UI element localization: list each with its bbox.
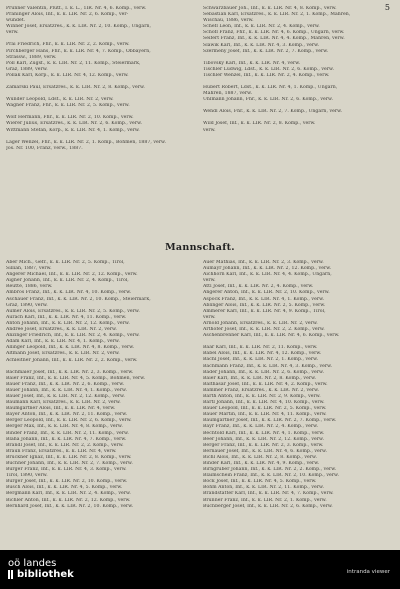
entry-line: Bichler Anton, Inf., k. k. LIR. Nr. 2, 12. Komp., verw. <box>6 497 131 503</box>
entry-line: Aber Mich., Gefr., k. k. LIR. Nr. 2, 5. Komp., Tirol, <box>6 260 125 265</box>
entry-line: Sillian, 1887, verw. <box>6 266 52 272</box>
entry-line: Braun Franz, Ersatzres., k. k. LIR. Nr. 4, verw. <box>6 448 117 454</box>
entry-line: Szermeny Josef, Inf., k. k. LIR. Nr. 2, 7. Komp., verw. <box>203 48 329 54</box>
entry-line: Auer Mathias, Inf., k. k. LIR. Nr. 2, 3. Komp., verw. <box>203 260 324 265</box>
entry-line: Ammerer Karl, Inf., k. k. LIR. Nr. 4, 9. Komp., Tirol, <box>203 308 326 314</box>
upper-left-column <box>6 6 191 152</box>
entry-line: Sebastian Karl, Ersatzres., k. k. LIR. Nr. 2, 1. Komp., Mähren, <box>203 12 351 18</box>
entry-line: Pirchberger Hans, Fhr., k. k. LIR. Nr. 4, 7. Komp., Obbayern, <box>6 48 151 54</box>
entry-line: Adam Karl, Inf., k. k. LIR. Nr. 4, 1. Komp., verw. <box>6 339 120 345</box>
entry-line: Beer Johann, Inf., k. k. LIR. Nr. 2, 12. Komp., verw. <box>203 436 324 442</box>
entry-line: Busch Alois, Inf., k. k. LIR. Nr. 4, 5. Komp., verw. <box>6 485 123 491</box>
entry-line: Berger Franz, Inf., k. k. LIR. Nr. 2, 3. Komp., verw. <box>203 442 324 448</box>
entry-line: Bernauer Josef, Inf., k. k. LIR. Nr. 4, 6. Komp., verw. <box>203 448 327 454</box>
entry-line: Anton Johann, Inf., k. k. LIR. Nr. 2, 12. Komp., verw. <box>6 320 130 326</box>
entry-line: Schefl Leon, Inf., k. k. LIR. Nr. 2, 4. Komp., verw. <box>203 24 320 30</box>
entry-line: Bruckner Ignaz, Inf., k. k. LIR. Nr. 2, 8. Komp., verw. <box>6 454 132 460</box>
entry-line: verw. <box>203 278 216 284</box>
entry-line: Aumer Alois, Ersatzres., k. k. LIR. Nr. 2, 5. Komp., verw. <box>6 308 140 314</box>
entry-line: Blaimschein Franz, Inf., k. k. LIR. Nr. 2, 10. Komp., verw. <box>203 473 339 479</box>
entry-line: Altmann Josef, Ersatzres., k. k. LIR. Nr. 2, verw. <box>6 351 120 357</box>
entry-line: Bayer Anton, Inf., k. k. LIR. Nr. 2, 11. Komp., verw. <box>6 412 128 418</box>
entry-line: Wagner Franz, Fhr., k. k. LIR. Nr. 2, 5. Komp., verw. <box>6 103 130 109</box>
entry-line: Baumgartner Alois, Inf., k. k. LIR. Nr. 4, verw. <box>6 406 116 412</box>
entry-line: Berger Leopold, Inf., k. k. LIR. Nr. 2, 6. Komp., verw. <box>6 418 132 424</box>
entry-line: Tibovsky Karl, Inf., k. k. LIR. Nr. 4, verw. <box>203 60 301 66</box>
entry-line: Wierer Julius, Ersatzres., k. k. LIR. Nr. 2, 6. Komp., verw. <box>6 121 143 127</box>
entry-line: Bock Josef, Inf., k. k. LIR. Nr. 4, 5. Komp., verw. <box>203 479 317 485</box>
entry-line: Bechtold Karl, Inf., k. k. LIR. Nr. 4, 1. Komp., verw. <box>203 430 325 436</box>
entry-line: Tischler Ludwig, Ldst., k. k. LIR. Nr. 2, 6. Komp., verw. <box>203 66 334 72</box>
entry-line: Seifert Franz, Inf., k. k. LIR. Nr. 4, 4. Komp., Mähren, verw. <box>203 36 345 42</box>
entry-line: Andree Josef, Ersatzres., k. k. LIR. Nr. 2, verw. <box>6 327 117 333</box>
entry-line: Uhlmann Johann, Fhr., k. k. LIR. Nr. 2, 6. Komp., verw. <box>203 97 333 103</box>
entry-line: Brandl Josef, Inf., k. k. LIR. Nr. 2, 2. Komp., verw. <box>6 442 124 448</box>
entry-line: Berger Max, Inf., k. k. LIR. Nr. 4, 8. Komp., verw. <box>6 424 123 430</box>
entry-line: Strassw., 1889, verw. <box>6 54 57 60</box>
entry-line: Aschauer Franz, Inf., k. k. LIR. Nr. 2, 10. Komp., Steiermark, <box>6 296 151 302</box>
entry-line: Mähren, 1887, verw. <box>203 91 253 97</box>
logo-bars-icon <box>8 570 13 579</box>
section-title: Mannschaft. <box>165 242 235 253</box>
entry-line: verw. <box>203 127 216 133</box>
entry-line: Baier Franz, Inf., k. k. LIR. Nr. 4, 5. Komp., Böhmen, verw. <box>6 375 146 381</box>
entry-line: Bachmann Franz, Inf., k. k. LIR. Nr. 4, 3. Komp., verw. <box>203 363 333 369</box>
entry-line: Bauer Josef, Inf., k. k. LIR. Nr. 2, 12. Komp., verw. <box>6 393 125 399</box>
entry-line: Brandstätter Karl, Inf., k. k. LIR. Nr. 4, 7. Komp., verw. <box>203 491 334 497</box>
entry-line: Wild Josef, Inf., k. k. LIR. Nr. 2, 8. Komp., verw. <box>203 121 316 127</box>
entry-line: Angerer Anton, Inf., k. k. LIR. Nr. 2, 10. Komp., verw. <box>203 290 330 296</box>
entry-line: Wunder Leopold, Ldst., k. k. LIR. Nr. 2, verw. <box>6 97 114 103</box>
entry-line: Attl Josef, Inf., k. k. LIR. Nr. 2, 4. Komp., verw. <box>203 284 314 290</box>
entry-line: Birngruber Johann, Inf., k. k. LIR. Nr. 2, 2. Komp., verw. <box>203 467 337 473</box>
entry-line: Binder Franz, Inf., k. k. LIR. Nr. 2, 11. Komp., verw. <box>6 430 129 436</box>
entry-line: Bauer Franz, Inf., k. k. LIR. Nr. 2, 6. Komp., verw. <box>6 381 125 387</box>
entry-line: Reutte, 1886, verw. <box>6 284 53 290</box>
entry-line: Tirol, 1890, verw. <box>6 473 48 479</box>
entry-line: Ablinger Alois, Inf., k. k. LIR. Nr. 2, 5. Komp., verw. <box>203 302 326 308</box>
entry-line: Aigner Johann, Inf., k. k. LIR. Nr. 2, 4. Komp., Tirol, <box>6 278 129 284</box>
entry-line: Bernhard Josef, Inf., k. k. LIR. Nr. 2, 10. Komp., verw. <box>6 503 134 509</box>
entry-line: Arthofer Josef, Inf., k. k. LIR. Nr. 2, 2. Komp., verw. <box>203 327 325 333</box>
entry-line: Bürger Franz, Inf., k. k. LIR. Nr. 4, 3. Komp., verw. <box>6 467 127 473</box>
logo-line-2-row <box>8 569 74 580</box>
entry-line: Schwarzbauer Joh., Inf., k. k. LIR. Nr. 4, 8. Komp., verw. <box>203 6 337 11</box>
entry-line: Bachmaier Josef, Inf., k. k. LIR. Nr. 2, 3. Komp., verw. <box>6 369 134 375</box>
entry-line: Schöfl Franz, Fhr., k. k. LIR. Nr. 4, 6. Komp., Ungarn, verw. <box>203 30 345 36</box>
entry-line: Zamarski Paul, Ersatzres., k. k. LIR. Nr. 2, 8. Komp., verw. <box>6 85 145 91</box>
entry-line: Brunner Franz, Inf., k. k. LIR. Nr. 2, 1. Komp., verw. <box>203 497 327 503</box>
entry-line: Aurach Karl, Inf., k. k. LIR. Nr. 4, 11. Komp., verw. <box>6 314 127 320</box>
entry-line: Baumann Karl, Ersatzres., k. k. LIR. Nr. 2, verw. <box>6 400 121 406</box>
entry-line: Tischler Wenzel, Inf., k. k. LIR. Nr. 2, 4. Komp., verw. <box>203 72 330 78</box>
entry-line: Bader Johann, Inf., k. k. LIR. Nr. 2, 6. Komp., verw. <box>203 369 324 375</box>
lower-right-column <box>203 260 389 510</box>
entry-line: Allinger Leopold, Inf., k. k. LIR. Nr. 4, 8. Komp., verw. <box>6 345 135 351</box>
entry-line: Lager Wenzel, Fhr., k. k. LIR. Nr. 2, 1. Komp., Böhmen, 1887, verw. <box>6 139 166 145</box>
entry-line: Barth Anton, Inf., k. k. LIR. Nr. 2, 9. Komp., verw. <box>203 393 321 399</box>
entry-line: Wolf Hermann, Fhr., k. k. LIR. Nr. 2, 10. Komp., verw. <box>6 115 134 121</box>
entry-line: Blaha Johann, Inf., k. k. LIR. Nr. 4, 7. Komp., verw. <box>6 436 127 442</box>
entry-line: Buchner Johann, Inf., k. k. LIR. Nr. 2, 7. Komp., verw. <box>6 461 133 466</box>
entry-line: Baier Karl, Inf., k. k. LIR. Nr. 2, 8. Komp., verw. <box>203 375 317 381</box>
entry-line: Graz, 1890, verw. <box>6 302 48 308</box>
entry-line: Binder Karl, Inf., k. k. LIR. Nr. 4, 9. Komp., verw. <box>203 461 320 466</box>
entry-line: Bauer Martin, Inf., k. k. LIR. Nr. 4, 11. Komp., verw. <box>203 412 327 418</box>
entry-line: Pöll Karl, Zugsf., k. k. LIR. Nr. 2, 11. Komp., Steiermark, <box>6 60 141 66</box>
entry-line: Burger Josef, Inf., k. k. LIR. Nr. 2, 10. Komp., verw. <box>6 479 128 485</box>
entry-line: Prai Friedrich, Fhr., k. k. LIR. Nr. 2, 2. Komp., verw. <box>6 42 130 48</box>
entry-line: Pollak Karl, Korp., k. k. LIR. Nr. 4, 12. Komp., verw. <box>6 72 129 78</box>
entry-line: wundet. <box>6 18 26 24</box>
entry-line: Wendl Alois, Fhr., k. k. LIR. Nr. 2, 7. Komp., Ungarn, verw. <box>203 109 343 115</box>
entry-line: Achleitner Johann, Inf., k. k. LIR. Nr. 2, 2. Komp., verw. <box>6 357 138 363</box>
entry-line: Bergmann Karl, Inf., k. k. LIR. Nr. 2, 4. Komp., verw. <box>6 491 131 497</box>
entry-line: Bachl Josef, Inf., k. k. LIR. Nr. 2, 1. Komp., verw. <box>203 357 319 363</box>
entry-line: Böhm Anton, Inf., k. k. LIR. Nr. 2, 11. Komp., verw. <box>203 485 324 491</box>
entry-line: verw. <box>6 30 19 36</box>
entry-line: Baar Karl, Inf., k. k. LIR. Nr. 2, 11. Komp., verw. <box>203 345 318 351</box>
entry-line: Prunner Valentin, Plutf., I. k. L., 1IR. Nr. 4, 6. Komp., verw. <box>6 6 147 11</box>
entry-line: Aspöck Franz, Inf., k. k. LIR. Nr. 4, 1. Komp., verw. <box>203 296 325 302</box>
upper-right-column <box>203 6 389 134</box>
entry-line: verw. <box>203 314 216 320</box>
entry-line: Ambros Franz, Inf., k. k. LIR. Nr. 4, 10. Komp., verw. <box>6 290 132 296</box>
entry-line: Aichhorn Karl, Inf., k. k. LIR. Nr. 4, 4. Komp., Ungarn, <box>203 272 332 278</box>
entry-line: Balthasar Josef, Inf., k. k. LIR. Nr. 4, 2. Komp., verw. <box>203 381 328 387</box>
entry-line: Bayr Franz, Inf., k. k. LIR. Nr. 2, 4. Komp., verw. <box>203 424 319 430</box>
logo-line-2: bibliothek <box>17 569 74 580</box>
logo-line-1: oö landes <box>8 558 57 569</box>
viewer-footer <box>0 550 400 589</box>
entry-line: Bauer Johann, Inf., k. k. LIR. Nr. 4, 1. Komp., verw. <box>6 387 128 393</box>
lower-left-column <box>6 260 191 510</box>
viewer-label[interactable]: intranda viewer <box>346 569 390 575</box>
entry-line: Bauer Leopold, Inf., k. k. LIR. Nr. 2, 5. Komp., verw. <box>203 406 327 412</box>
entry-line: Slawik Karl, Inf., k. k. LIR. Nr. 4, 3. Komp., verw. <box>203 42 320 48</box>
entry-line: Wittmann Stefan, Korp., k. k. LIR. Nr. 4, 1. Komp., verw. <box>6 127 140 133</box>
entry-line: Arnold Johann, Ersatzres., k. k. LIR. Nr. 2, verw. <box>203 320 318 326</box>
entry-line: Graz, 1889, verw. <box>6 66 48 72</box>
entry-line: Anzinger Friedrich, Inf., k. k. LIR. Nr. 2, 4. Komp., verw. <box>6 333 140 339</box>
entry-line: Bichl Alois, Inf., k. k. LIR. Nr. 2, 8. Komp., verw. <box>203 454 317 460</box>
entry-line: Jos. Nr. 100, Franz, verw., 1887. <box>6 145 83 151</box>
entry-line: Hubert Robert, Ldst., k. k. LIR. Nr. 4, 1. Komp., Ungarn, <box>203 85 338 91</box>
entry-line: Aumayr Johann, Inf., k. k. LIR. Nr. 2, 12. Komp., verw. <box>203 266 332 272</box>
entry-line: Wischau, 1886, verw. <box>203 18 254 24</box>
entry-line: Bartl Johann, Inf., k. k. LIR. Nr. 4, 10. Komp., verw. <box>203 400 325 406</box>
page-number: 5 <box>384 3 390 12</box>
entry-line: Bammer Franz, Ersatzres., k. k. LIR. Nr. 2, verw. <box>203 387 320 393</box>
entry-line: Baumgartner Josef, Inf., k. k. LIR. Nr. 2, 7. Komp., verw. <box>203 418 337 424</box>
entry-line: Babel Alois, Inf., k. k. LIR. Nr. 4, 12. Komp., verw. <box>203 351 322 357</box>
entry-line: Buchberger Josef, Inf., k. k. LIR. Nr. 2, 6. Komp., verw. <box>203 503 333 509</box>
library-logo[interactable] <box>8 558 74 580</box>
entry-line: Praninger Alois, Inf., k. k. LIR. Nr. 2, 6. Komp., ver- <box>6 12 129 18</box>
entry-line: Aschenbrenner Karl, Inf., k. k. LIR. Nr. 4, 6. Komp., verw. <box>203 333 340 339</box>
entry-line: Angerer Michael, Inf., k. k. LIR. Nr. 2, 12. Komp., verw. <box>6 272 138 278</box>
entry-line: Winner Josef, Ersatzres., k. k. LIR. Nr. 2, 10. Komp., Ungarn, <box>6 24 151 30</box>
